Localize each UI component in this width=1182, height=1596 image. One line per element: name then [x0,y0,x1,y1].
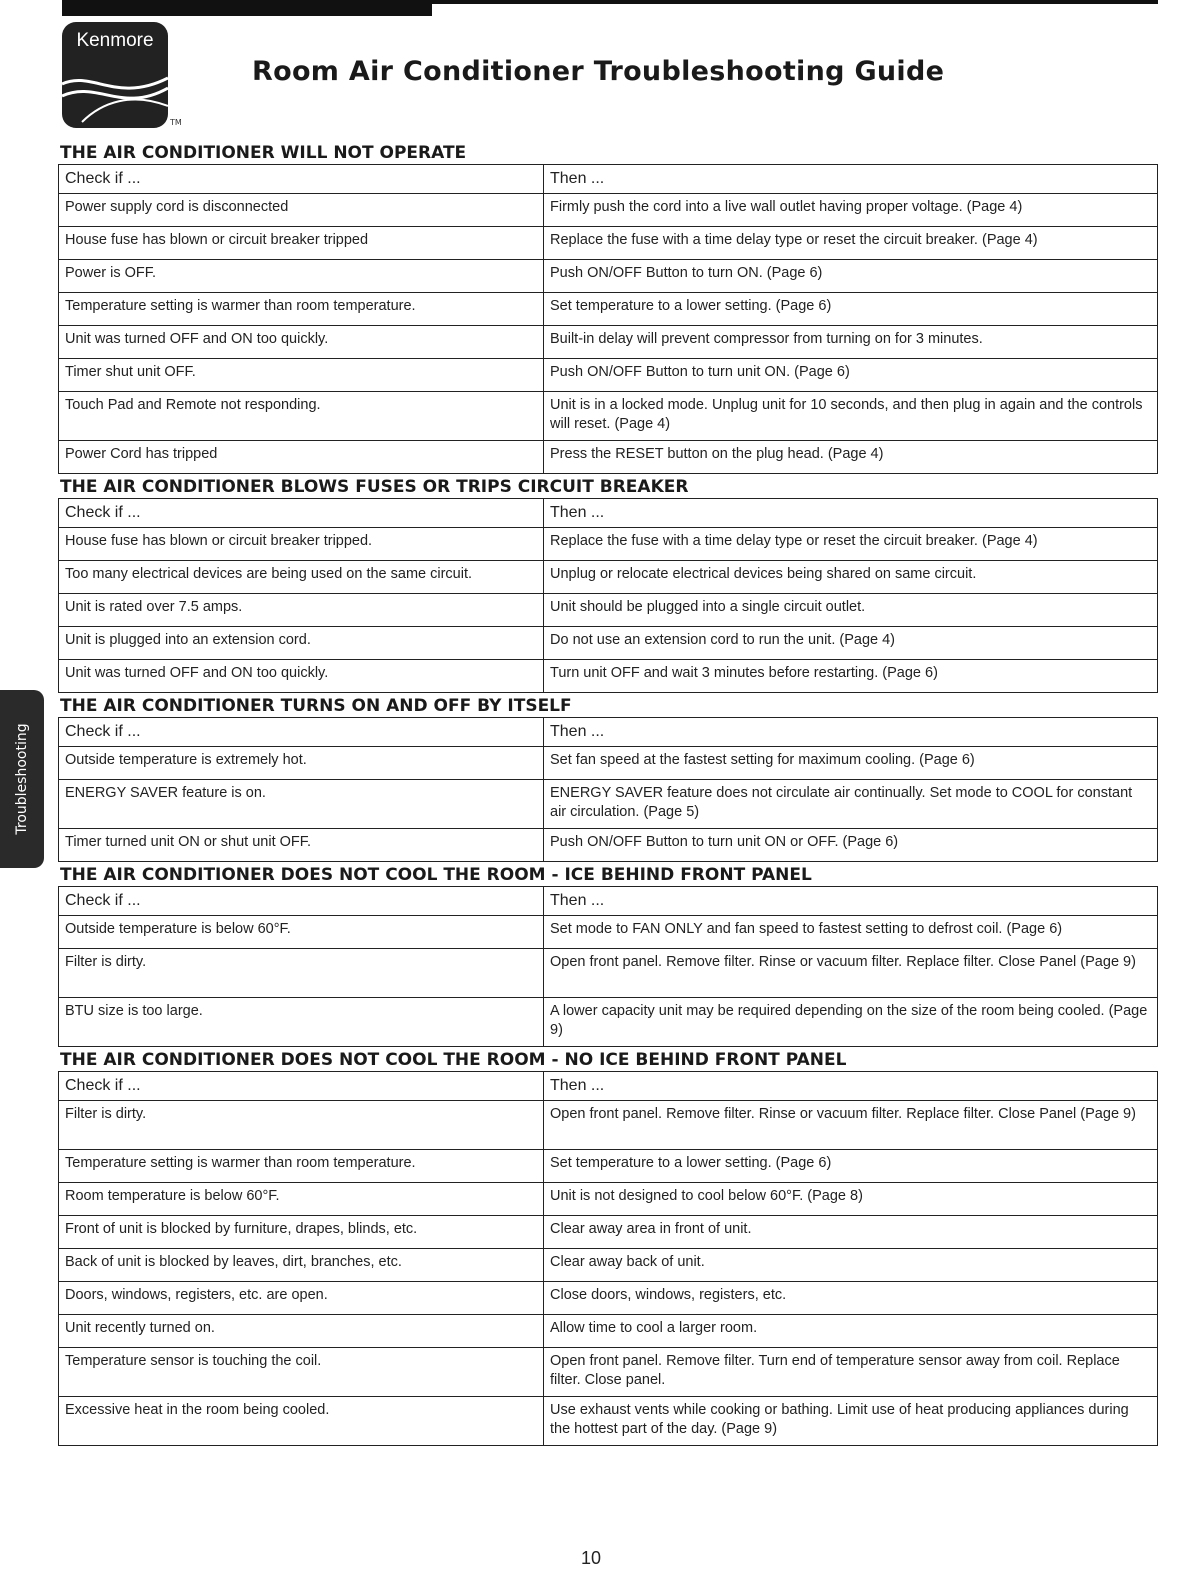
section-will-not-operate [58,140,1158,474]
header-check: Check if ... [59,887,544,916]
troubleshooting-table [58,498,1158,693]
section-title: THE AIR CONDITIONER DOES NOT COOL THE ROOM - ICE BEHIND FRONT PANEL [60,865,812,885]
then-cell: Firmly push the cord into a live wall outlet having proper voltage. (Page 4) [544,194,1158,227]
then-cell: Clear away back of unit. [544,1249,1158,1282]
then-cell: Unit is in a locked mode. Unplug unit for 10 seconds, and then plug in again and the controls will reset. (Page 4) [544,392,1158,441]
table-row [59,392,1158,441]
check-cell: Doors, windows, registers, etc. are open. [59,1282,544,1315]
table-row [59,1249,1158,1282]
troubleshooting-sections [58,140,1158,1446]
section-title: THE AIR CONDITIONER DOES NOT COOL THE ROOM - NO ICE BEHIND FRONT PANEL [60,1050,847,1070]
troubleshooting-table [58,717,1158,862]
check-cell: Unit is plugged into an extension cord. [59,627,544,660]
table-row [59,1216,1158,1249]
then-cell: Set mode to FAN ONLY and fan speed to fastest setting to defrost coil. (Page 6) [544,916,1158,949]
then-cell: A lower capacity unit may be required depending on the size of the room being cooled. (Page 9) [544,998,1158,1047]
check-cell: Unit recently turned on. [59,1315,544,1348]
logo-swoosh-icon [62,22,168,128]
table-row [59,829,1158,862]
section-blows-fuses [58,474,1158,693]
check-cell: Temperature sensor is touching the coil. [59,1348,544,1397]
check-cell: Unit was turned OFF and ON too quickly. [59,660,544,693]
then-cell: Unit should be plugged into a single circuit outlet. [544,594,1158,627]
side-tab-label: Troubleshooting [14,723,30,835]
table-row [59,1397,1158,1446]
table-row [59,260,1158,293]
check-cell: BTU size is too large. [59,998,544,1047]
section-title: THE AIR CONDITIONER BLOWS FUSES OR TRIPS CIRCUIT BREAKER [60,477,689,497]
then-cell: ENERGY SAVER feature does not circulate air continually. Set mode to COOL for constant air circulation. (Page 5) [544,780,1158,829]
then-cell: Push ON/OFF Button to turn unit ON. (Page 6) [544,359,1158,392]
then-cell: Close doors, windows, registers, etc. [544,1282,1158,1315]
top-rule [62,0,1158,18]
section-ice-behind-panel [58,862,1158,1047]
then-cell: Replace the fuse with a time delay type or reset the circuit breaker. (Page 4) [544,227,1158,260]
then-cell: Set temperature to a lower setting. (Page 6) [544,293,1158,326]
troubleshooting-table [58,164,1158,474]
then-cell: Built-in delay will prevent compressor from turning on for 3 minutes. [544,326,1158,359]
check-cell: Timer turned unit ON or shut unit OFF. [59,829,544,862]
check-cell: House fuse has blown or circuit breaker tripped [59,227,544,260]
table-row [59,561,1158,594]
check-cell: Unit is rated over 7.5 amps. [59,594,544,627]
header-check: Check if ... [59,499,544,528]
then-cell: Set fan speed at the fastest setting for maximum cooling. (Page 6) [544,747,1158,780]
header-then: Then ... [544,499,1158,528]
section-turns-on-off [58,693,1158,862]
side-tab [0,690,44,868]
section-title: THE AIR CONDITIONER WILL NOT OPERATE [60,143,467,163]
section-title: THE AIR CONDITIONER TURNS ON AND OFF BY ITSELF [60,696,572,716]
table-row [59,1282,1158,1315]
check-cell: Filter is dirty. [59,1101,544,1150]
then-cell: Open front panel. Remove filter. Rinse or vacuum filter. Replace filter. Close Panel (Page 9) [544,949,1158,998]
check-cell: Power Cord has tripped [59,441,544,474]
check-cell: Power supply cord is disconnected [59,194,544,227]
logo-text: Kenmore [76,30,154,51]
then-cell: Open front panel. Remove filter. Rinse or vacuum filter. Replace filter. Close Panel (Page 9) [544,1101,1158,1150]
table-row [59,293,1158,326]
then-cell: Press the RESET button on the plug head. (Page 4) [544,441,1158,474]
header-then: Then ... [544,165,1158,194]
top-rule-fill [62,0,432,16]
check-cell: Temperature setting is warmer than room temperature. [59,1150,544,1183]
check-cell: Touch Pad and Remote not responding. [59,392,544,441]
then-cell: Unplug or relocate electrical devices being shared on same circuit. [544,561,1158,594]
table-row [59,326,1158,359]
table-row [59,916,1158,949]
then-cell: Clear away area in front of unit. [544,1216,1158,1249]
then-cell: Open front panel. Remove filter. Turn end of temperature sensor away from coil. Replace filter. Close panel. [544,1348,1158,1397]
table-row [59,359,1158,392]
check-cell: Room temperature is below 60°F. [59,1183,544,1216]
page-number: 10 [580,1548,602,1568]
section-no-ice-behind-panel [58,1047,1158,1446]
table-row [59,949,1158,998]
table-row [59,594,1158,627]
table-header-row [59,887,1158,916]
table-row [59,1315,1158,1348]
page-title: Room Air Conditioner Troubleshooting Guide [252,56,945,87]
then-cell: Do not use an extension cord to run the unit. (Page 4) [544,627,1158,660]
check-cell: Outside temperature is extremely hot. [59,747,544,780]
table-row [59,747,1158,780]
then-cell: Unit is not designed to cool below 60°F. (Page 8) [544,1183,1158,1216]
check-cell: Back of unit is blocked by leaves, dirt, branches, etc. [59,1249,544,1282]
table-row [59,1348,1158,1397]
table-row [59,1183,1158,1216]
check-cell: ENERGY SAVER feature is on. [59,780,544,829]
check-cell: Outside temperature is below 60°F. [59,916,544,949]
check-cell: Power is OFF. [59,260,544,293]
table-header-row [59,1072,1158,1101]
then-cell: Turn unit OFF and wait 3 minutes before restarting. (Page 6) [544,660,1158,693]
table-row [59,227,1158,260]
table-row [59,528,1158,561]
table-row [59,627,1158,660]
troubleshooting-table [58,1071,1158,1446]
check-cell: Filter is dirty. [59,949,544,998]
table-header-row [59,165,1158,194]
check-cell: Excessive heat in the room being cooled. [59,1397,544,1446]
table-row [59,1101,1158,1150]
header-check: Check if ... [59,165,544,194]
header-then: Then ... [544,887,1158,916]
kenmore-logo [62,22,168,128]
check-cell: Front of unit is blocked by furniture, drapes, blinds, etc. [59,1216,544,1249]
table-row [59,1150,1158,1183]
check-cell: Temperature setting is warmer than room temperature. [59,293,544,326]
check-cell: Unit was turned OFF and ON too quickly. [59,326,544,359]
then-cell: Replace the fuse with a time delay type or reset the circuit breaker. (Page 4) [544,528,1158,561]
header-check: Check if ... [59,718,544,747]
table-row [59,441,1158,474]
then-cell: Push ON/OFF Button to turn unit ON or OFF. (Page 6) [544,829,1158,862]
table-header-row [59,499,1158,528]
then-cell: Allow time to cool a larger room. [544,1315,1158,1348]
check-cell: House fuse has blown or circuit breaker tripped. [59,528,544,561]
header-check: Check if ... [59,1072,544,1101]
table-row [59,780,1158,829]
table-row [59,998,1158,1047]
trademark: TM [170,118,182,127]
table-header-row [59,718,1158,747]
header-then: Then ... [544,718,1158,747]
then-cell: Set temperature to a lower setting. (Page 6) [544,1150,1158,1183]
then-cell: Push ON/OFF Button to turn ON. (Page 6) [544,260,1158,293]
header-then: Then ... [544,1072,1158,1101]
table-row [59,660,1158,693]
troubleshooting-table [58,886,1158,1047]
check-cell: Timer shut unit OFF. [59,359,544,392]
table-row [59,194,1158,227]
check-cell: Too many electrical devices are being used on the same circuit. [59,561,544,594]
then-cell: Use exhaust vents while cooking or bathing. Limit use of heat producing appliances during the hottest part of the day. (Page 9) [544,1397,1158,1446]
